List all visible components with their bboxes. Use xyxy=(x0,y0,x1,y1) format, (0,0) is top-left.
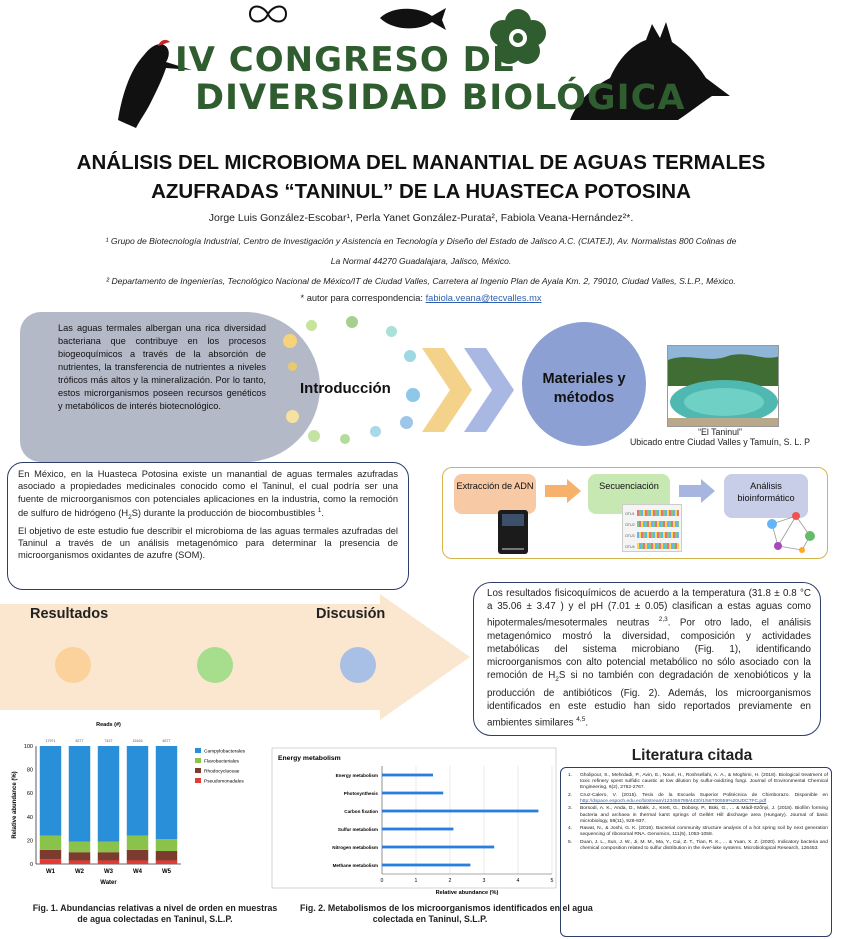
bar-segment xyxy=(127,746,148,836)
y-tick-label: 60 xyxy=(26,791,33,798)
bar-segment xyxy=(40,836,61,850)
reference-item xyxy=(566,793,828,805)
workflow-step-bioinformatics: Análisis bioinformático xyxy=(724,474,808,518)
read-count-label: 8277 xyxy=(75,739,84,743)
y-tick-label: 80 xyxy=(26,767,33,774)
bar-segment xyxy=(40,850,61,859)
affiliation-1-line2: La Normal 44270 Guadalajara, Jalisco, México. xyxy=(330,256,512,266)
reference-text: Borsodi, A. K., Anda, D., Makk, J., Krett, G., Dobosy, P., Büki, G., ... & Mádl-Szőnyi, J. (2018). Biofilm forming bacteria and archaea in thermal karst springs of Gellért Hill discharge area (Hungary). Journal of basic microbiology, 58(11), 928-937. xyxy=(580,806,828,824)
discussion-text: Los resultados fisicoquímicos de acuerdo a la temperatura (31.8 ± 0.8 °C a 35.06 ± 3.47 ) y el pH (7.01 ± 0.05) clasifican a estas aguas como hipotermales/mesotermales neutras $^{2,3}$. Por otro lado, el análisis metagenómico mostró la diversidad, composición y actividades metabólicas del sistema microbiano (Fig. 1), identificando microorganismos con alto potencial metabólico no sólo asociado con la remoción de $H_2S$ si no también con degradación de xenobióticos y la producción de antibióticos (Fig. 2). Además, los microorganismos identificados en este estudio han sido reportados previamente en ambientes similares $^{4,5}$. xyxy=(487,588,811,729)
chevron-yellow-icon xyxy=(422,348,472,432)
workflow-step-dna-extraction: Extracción de ADN xyxy=(454,474,536,514)
poster-title-line2: AZUFRADAS “TANINUL” DE LA HUASTECA POTOSINA xyxy=(151,180,691,203)
x-tick-label: W1 xyxy=(46,869,55,875)
x-axis-label: Water xyxy=(100,880,117,886)
y-tick-label: Sulfur metabolism xyxy=(337,826,378,832)
reference-item xyxy=(566,773,828,791)
reference-number: 1. xyxy=(568,773,573,778)
authors: Jorge Luis González-Escobar¹, Perla Yanet González-Purata², Fabiola Veana-Hernández²*. xyxy=(208,212,634,224)
x-tick-label: W2 xyxy=(75,869,84,875)
fish-icon xyxy=(380,8,446,30)
x-tick-label: 0 xyxy=(380,878,384,884)
chevron-arrows xyxy=(422,348,522,432)
legend-swatch xyxy=(195,778,201,783)
decor-dot xyxy=(340,434,350,444)
bar xyxy=(382,828,453,831)
legend-label: Campylobacterales xyxy=(204,749,246,755)
y-tick-label: Carbon fixation xyxy=(344,808,378,814)
correspondence-email-link[interactable]: fabiola.veana@tecvalles.mx xyxy=(425,293,542,303)
y-tick-label: Nitrogen metabolism xyxy=(332,844,378,850)
bar-segment xyxy=(156,860,177,864)
x-axis-label: Relative abundance (%) xyxy=(435,890,499,896)
reference-number: 5. xyxy=(568,839,573,845)
reference-item xyxy=(566,806,828,824)
context-text xyxy=(18,468,398,562)
reference-number: 4. xyxy=(568,826,573,832)
bar-segment xyxy=(69,746,90,842)
y-tick-label: 40 xyxy=(26,814,33,821)
results-heading: Resultados xyxy=(30,606,109,622)
otu-label: OTU4 xyxy=(625,545,635,549)
bar-segment xyxy=(156,839,177,851)
decor-dot xyxy=(346,316,358,328)
bar-segment xyxy=(69,842,90,853)
legend-label: Flavobacteriales xyxy=(204,759,239,765)
references-list xyxy=(566,773,828,854)
decor-dot xyxy=(404,350,416,362)
x-tick-label: W4 xyxy=(133,869,142,875)
butterfly-icon xyxy=(250,7,286,22)
decor-dot xyxy=(306,320,317,331)
decor-dot xyxy=(288,362,297,371)
workflow-arrows xyxy=(545,478,725,504)
figure-1-caption-line1: Fig. 1. Abundancias relativas a nivel de orden en muestras xyxy=(32,903,278,913)
figure-2-caption-line1: Fig. 2. Metabolismos de los microorganismos identificados en el agua xyxy=(300,903,593,913)
arrow-right-icon xyxy=(545,479,581,503)
congress-title-line1: IV CONGRESO DE xyxy=(175,40,517,80)
correspondence xyxy=(0,293,842,303)
decor-dot xyxy=(406,388,420,402)
y-axis-label: Relative abundance (%) xyxy=(12,771,18,839)
x-tick-label: 5 xyxy=(550,878,554,884)
x-tick-label: W3 xyxy=(104,869,113,875)
bar xyxy=(382,774,433,777)
methods-heading: Materiales y métodos xyxy=(542,371,626,406)
decor-dot xyxy=(386,326,397,337)
decor-dot xyxy=(308,430,320,442)
reference-number: 2. xyxy=(568,792,573,798)
poster-title-line1: ANÁLISIS DEL MICROBIOMA DEL MANANTIAL DE AGUAS TERMALES xyxy=(76,151,766,174)
figure-1-caption-line2: de agua colectadas en Taninul, S.L.P. xyxy=(77,914,233,924)
reference-text: Gholipour, S., Mehrdadi, P., Avin, E., Nouri, H., Roshsellahi, A. A., & Moghimi, H. (2018). Biological treatment of toxic refinery spent sulfidic caustic at low dilution by sulfur-oxidizing fungi. Journal of Environmental Chemical Engineering, 6(2), 2762-2767. xyxy=(580,773,828,791)
arrow-right-icon xyxy=(679,479,715,503)
photo-caption-location: Ubicado entre Ciudad Valles y Tamuín, S. L. P xyxy=(629,437,811,447)
discussion-heading: Discusión xyxy=(316,606,386,622)
bar-segment xyxy=(127,860,148,864)
read-count-label: 7427 xyxy=(104,739,113,743)
x-tick-label: W5 xyxy=(162,869,171,875)
read-count-label: 17971 xyxy=(45,739,56,743)
bar-segment xyxy=(127,850,148,861)
taninul-spring-photo xyxy=(667,345,779,427)
otu-label: OTU2 xyxy=(625,523,635,527)
reference-item xyxy=(566,840,828,852)
y-tick-label: Energy metabolism xyxy=(335,772,378,778)
bar-segment xyxy=(98,852,119,860)
bar-segment xyxy=(40,859,61,864)
y-tick-label: Photosynthesis xyxy=(343,790,378,796)
bar-segment xyxy=(156,746,177,839)
legend-label: Rhodocyclaceae xyxy=(204,769,240,775)
x-tick-label: 2 xyxy=(448,878,452,884)
x-tick-label: 4 xyxy=(516,878,520,884)
bar-segment xyxy=(156,851,177,860)
figure-1-stacked-bar-chart xyxy=(6,718,282,900)
legend-label: Pseudomonadales xyxy=(204,779,244,785)
legend-swatch xyxy=(195,768,201,773)
otu-label: OTU3 xyxy=(625,534,635,538)
bar xyxy=(382,846,494,849)
bar-segment xyxy=(98,746,119,842)
sequence-reads-panel xyxy=(622,504,682,552)
context-paragraph-2: El objetivo de este estudio fue describir el microbioma de las aguas termales azufradas del Taninul a través de un análisis metagenómico para determinar la presencia de microorganismos oxidantes de azufre (SOM). xyxy=(18,525,398,561)
affiliation-1-line1: ¹ Grupo de Biotecnología Industrial, Centro de Investigación y Asistencia en Tecnología y Diseño del Estado de Jalisco A.C. (CIATEJ), Av. Normalistas 800 Colinas de xyxy=(105,236,737,246)
y-tick-label: Methane metabolism xyxy=(332,862,378,868)
chart-title: Energy metabolism xyxy=(278,755,341,762)
bar xyxy=(382,864,470,867)
bar xyxy=(382,792,443,795)
x-tick-label: 3 xyxy=(482,878,486,884)
reference-item xyxy=(566,826,828,838)
references-heading: Literatura citada xyxy=(631,747,753,764)
y-tick-label: 20 xyxy=(26,838,33,845)
results-dot-green xyxy=(197,647,233,683)
photo-caption-title: “El Taninul” xyxy=(698,427,742,437)
reference-text: Duan, J. L., Sun, J. W., Ji, M. M., Ma, Y., Cui, Z. T., Tian, R. K., ... & Yuan, X. Z. (2020). Indicatory bacteria and chemical composition related to sulfur distribution in the river-lake systems. Microbiological Research, 126453. xyxy=(580,839,828,852)
y-tick-label: 0 xyxy=(29,862,33,868)
network-graph-icon xyxy=(752,506,824,558)
decor-dot xyxy=(400,416,413,429)
chart-frame xyxy=(272,748,556,888)
x-tick-label: 1 xyxy=(414,878,418,884)
workflow-step-sequencing: Secuenciación xyxy=(588,474,670,514)
context-paragraph-1: En México, en la Huasteca Potosina existe un manantial de aguas termales azufradas asociado a propiedades medicinales conocido como el Taninul, el cual podría ser una fuente de microorganismos con potenciales aplicaciones en la industria, como la remoción de sulfuro de hidrógeno $(H_2S)$ durante la producción de biocombustibles $^1$. xyxy=(18,469,398,522)
otu-label: OTU1 xyxy=(625,512,635,516)
bar xyxy=(382,810,538,813)
bar-segment xyxy=(69,860,90,864)
figure-2-horizontal-bar-chart xyxy=(270,746,562,900)
legend-swatch xyxy=(195,758,201,763)
decor-dot xyxy=(370,426,381,437)
y-tick-label: 100 xyxy=(23,744,33,750)
congress-title-line2: DIVERSIDAD BIOLÓGICA xyxy=(195,78,686,118)
results-dot-blue xyxy=(340,647,376,683)
results-dot-orange xyxy=(55,647,91,683)
chart-title: Reads (#) xyxy=(96,722,121,728)
bar-segment xyxy=(98,842,119,853)
affiliation-2: ² Departamento de Ingenierías, Tecnológico Nacional de México/IT de Ciudad Valles, Carretera al Ingenio Plan de Ayala Km. 2, 79010, Ciudad Valles, S.L.P., México. xyxy=(106,276,736,286)
sequencer-device-icon xyxy=(496,508,530,556)
bar-segment xyxy=(98,860,119,864)
read-count-label: 8277 xyxy=(162,739,171,743)
figure-2-caption-line2: colectada en Taninul, S.L.P. xyxy=(372,914,488,924)
reference-text: Cruz-Calero, V. (2015). Tesis de la Escuela Superior Politécnica de Chimborazo. Disponible en xyxy=(580,792,828,798)
intro-heading: Introducción xyxy=(300,380,391,397)
bar-segment xyxy=(127,836,148,850)
bar-segment xyxy=(40,746,61,836)
bar-segment xyxy=(69,852,90,860)
read-count-label: 15163 xyxy=(132,739,143,743)
correspondence-label: * autor para correspondencia: xyxy=(300,293,426,303)
decor-dot xyxy=(286,410,299,423)
reference-number: 3. xyxy=(568,806,573,812)
intro-text: Las aguas termales albergan una rica diversidad bacteriana que contribuye en los procesos biogeoquímicos a través de la absorción de nutrientes, la transferencia de nutrientes a niveles tróficos más altos y la mineralización. Por lo tanto, estos microrganismos poseen recursos genéticos y metabólicos de interés biotecnológico. xyxy=(58,323,266,411)
reference-link[interactable]: http://dspace.espoch.edu.ec/bitstream/123456789/4430/1/56T00559%20UDCTFC.pdf xyxy=(580,798,767,804)
legend-swatch xyxy=(195,748,201,753)
reference-text: Rawat, N., & Joshi, G. K. (2019). Bacterial community structure analysis of a hot spring soil by next generation sequencing of ribosomal RNA. Genomics, 111(5), 1053-1058. xyxy=(580,826,828,838)
decor-dot xyxy=(283,334,297,348)
